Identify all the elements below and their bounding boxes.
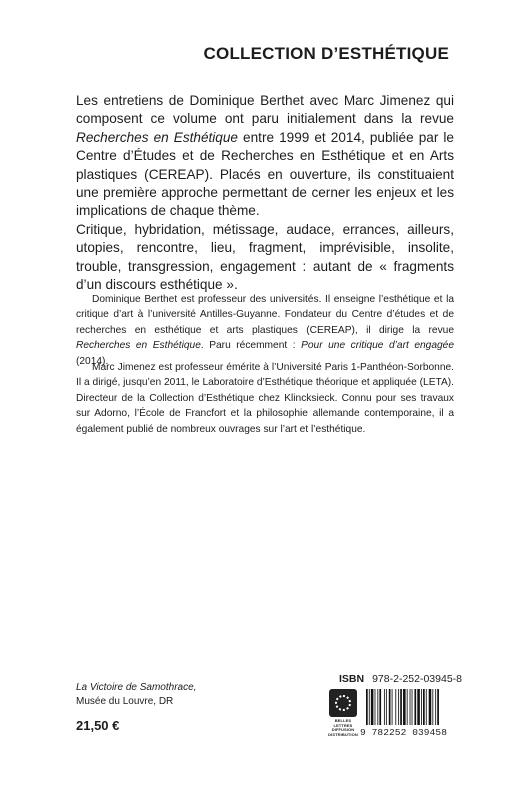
isbn-label: ISBN <box>339 673 365 685</box>
bio-berthet: Dominique Berthet est professeur des universités. Il enseigne l’esthétique et la critique d’art à l’université Antilles-Guyanne. Fondateur du Centre d’études et de recherches en esthétique et arts plastiques (CEREAP), il dirige la revue Recherches en Esthétique. Paru récemment : Pour une critique d’art engagée (2014). <box>76 294 454 367</box>
distributor-logo: BELLES LETTRES DIFFUSION DISTRIBUTION <box>328 689 358 739</box>
artwork-location: Musée du Louvre, DR <box>76 696 174 707</box>
barcode-bar <box>423 689 425 725</box>
barcode-bar <box>375 689 376 725</box>
barcode-bar <box>437 689 439 725</box>
intro-text <box>76 92 454 294</box>
intro-paragraph-2: Critique, hybridation, métissage, audace, errances, ailleurs, utopies, rencontre, lieu, fragment, imprévisible, insolite, trouble, transgression, engagement : autant de « fragments d’un discours esthétique ». <box>76 221 454 293</box>
barcode-bar <box>392 689 393 725</box>
barcode-bar <box>366 689 368 725</box>
barcode-bar <box>421 689 422 725</box>
barcode-bar <box>377 689 378 725</box>
barcode-bar <box>417 689 420 725</box>
barcode-bar <box>386 689 387 725</box>
collection-title: COLLECTION D’ESTHÉTIQUE <box>203 44 449 63</box>
barcode-bar <box>412 689 413 725</box>
barcode-bar <box>426 689 427 725</box>
barcode-bar <box>384 689 385 725</box>
barcode-bar <box>414 689 416 725</box>
barcode-bar <box>403 689 406 725</box>
barcode-bar <box>435 689 436 725</box>
barcode-digits: 9 782252 039458 <box>360 727 448 738</box>
barcode-bar <box>398 689 399 725</box>
intro-paragraph-1: Les entretiens de Dominique Berthet avec Marc Jimenez qui composent ce volume ont paru initialement dans la revue Recherches en Esthétique entre 1999 et 2014, publiée par le Centre d’Études et de Recherches en Esthétique et en Arts plastiques (CEREAP). Placés en ouverture, ils constituaient une première approche permettant de cerner les enjeux et les implications de chaque thème. <box>76 93 454 219</box>
bio-jimenez: Marc Jimenez est professeur émérite à l’Université Paris 1-Panthéon-Sorbonne. Il a dirigé, jusqu’en 2011, le Laboratoire d’Esthétique théorique et appliquée (LETA). Directeur de la Collection d’Esthétique chez Klincksieck. Connu pour ses travaux sur Adorno, l’École de Francfort et la philosophie allemande contemporaine, il a également publié de nombreux ouvrages sur l’art et l’esthétique. <box>76 362 454 435</box>
journal-title: Recherches en Esthétique <box>76 129 238 145</box>
barcode-bar <box>407 689 408 725</box>
barcode-icon <box>366 689 450 725</box>
cover-credit <box>76 681 196 709</box>
barcode-bar <box>389 689 391 725</box>
journal-title: Recherches en Esthétique <box>76 340 201 352</box>
distributor-logo-icon <box>329 689 357 717</box>
barcode-bar <box>369 689 370 725</box>
barcode-bar <box>432 689 433 725</box>
isbn-number: 978-2-252-03945-8 <box>372 673 462 685</box>
barcode-bar <box>410 689 411 725</box>
price: 21,50 € <box>76 718 120 733</box>
isbn <box>339 673 462 685</box>
barcode-bar <box>395 689 396 725</box>
barcode-bar <box>400 689 402 725</box>
artwork-title: La Victoire de Samothrace, <box>76 682 197 693</box>
book-title: Pour une critique d’art engagée <box>301 340 454 352</box>
barcode-bar <box>429 689 432 725</box>
barcode-bar <box>371 689 374 725</box>
barcode-bar <box>379 689 381 725</box>
